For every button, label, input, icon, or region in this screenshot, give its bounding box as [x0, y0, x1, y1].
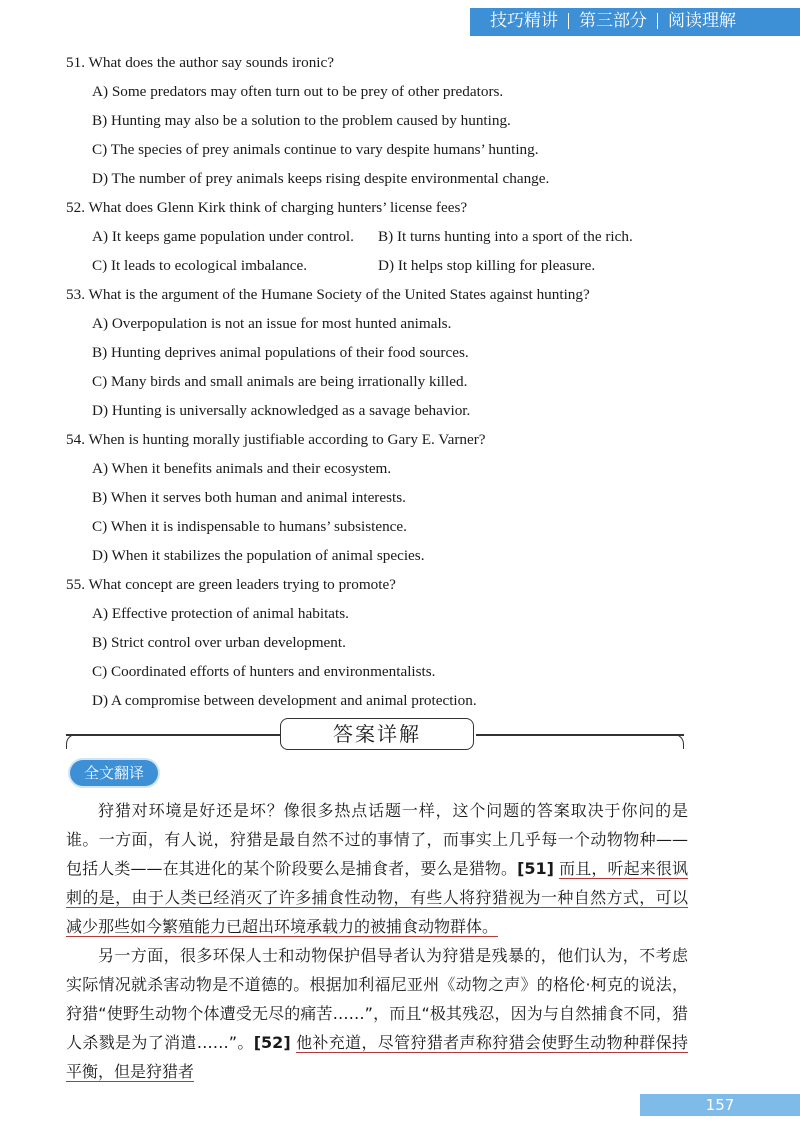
option: C) When it is indispensable to humans’ subsistence.	[92, 518, 407, 535]
option: A) Effective protection of animal habitats.	[92, 605, 349, 622]
option: C) Many birds and small animals are being irrationally killed.	[92, 373, 468, 390]
option: B) Hunting may also be a solution to the problem caused by hunting.	[92, 112, 511, 129]
translation-badge: 全文翻译	[70, 760, 158, 786]
option: A) Overpopulation is not an issue for most hunted animals.	[92, 315, 452, 332]
header-part-2: 第三部分	[579, 11, 647, 31]
option: D) A compromise between development and animal protection.	[92, 692, 477, 709]
option-row	[66, 222, 746, 251]
option: A) It keeps game population under control.	[92, 228, 354, 245]
translation-paragraph-1: 狩猎对环境是好还是坏？像很多热点话题一样，这个问题的答案取决于你问的是谁。一方面，有人说，狩猎是最自然不过的事情了，而事实上几乎每一个动物物种——包括人类——在其进化的某个阶段要么是捕食者，要么是猎物。[51] 而且，听起来很讽刺的是，由于人类已经消灭了许多捕食性动物，有些人将狩猎视为一种自然方式，可以减少那些如今繁殖能力已超出环境承载力的被捕食动物群体。	[66, 801, 688, 936]
question-52: 52. What does Glenn Kirk think of charging hunters’ license fees?	[66, 199, 468, 216]
reference-marker-52: [52]	[253, 1033, 291, 1052]
translation-paragraph-2: 另一方面，很多环保人士和动物保护倡导者认为狩猎是残暴的，他们认为，不考虑实际情况就杀害动物是不道德的。根据加利福尼亚州《动物之声》的格伦·柯克的说法，狩猎“使野生动物个体遭受无尽的痛苦……”，而且“极其残忍，因为与自然捕食不同，猎人杀戮是为了消遣……”。[52] 他补充道，尽管狩猎者声称狩猎会使野生动物种群保持平衡，但是狩猎者	[66, 946, 688, 1081]
option: A) Some predators may often turn out to be prey of other predators.	[92, 83, 504, 100]
translation-text	[66, 796, 688, 1086]
header-part-3: 阅读理解	[668, 11, 736, 31]
header-divider	[657, 13, 658, 29]
divider-line-right	[476, 734, 684, 736]
option: A) When it benefits animals and their ecosystem.	[92, 460, 392, 477]
question-53: 53. What is the argument of the Humane Society of the United States against hunting?	[66, 286, 590, 303]
option: B) It turns hunting into a sport of the rich.	[378, 228, 633, 245]
question-list	[66, 48, 746, 715]
header-divider	[568, 13, 569, 29]
option-row	[66, 251, 746, 280]
option: C) The species of prey animals continue to vary despite humans’ hunting.	[92, 141, 539, 158]
answer-section-divider	[66, 718, 684, 758]
question-55: 55. What concept are green leaders trying to promote?	[66, 576, 396, 593]
underlined-answer-51: 而且，听起来很讽刺的是，由于人类已经消灭了许多捕食性动物，有些人将狩猎视为一种自然方式，可以减少那些如今繁殖能力已超出环境承载力的被捕食动物群体。	[66, 859, 688, 936]
option: B) Hunting deprives animal populations of their food sources.	[92, 344, 469, 361]
option: D) The number of prey animals keeps rising despite environmental change.	[92, 170, 550, 187]
question-54: 54. When is hunting morally justifiable according to Gary E. Varner?	[66, 431, 486, 448]
page-number: 157	[640, 1094, 800, 1116]
option: B) Strict control over urban development.	[92, 634, 346, 651]
divider-curl-right	[673, 734, 684, 749]
option: D) It helps stop killing for pleasure.	[378, 257, 596, 274]
header-part-1: 技巧精讲	[490, 11, 558, 31]
option: D) Hunting is universally acknowledged as a savage behavior.	[92, 402, 471, 419]
divider-line-left	[66, 734, 280, 736]
option: C) Coordinated efforts of hunters and environmentalists.	[92, 663, 436, 680]
option: B) When it serves both human and animal interests.	[92, 489, 406, 506]
divider-curl-left	[66, 734, 77, 749]
question-51: 51. What does the author say sounds ironic?	[66, 54, 334, 71]
option: D) When it stabilizes the population of animal species.	[92, 547, 425, 564]
reference-marker-51: [51]	[517, 859, 554, 878]
header-bar	[470, 8, 800, 34]
option: C) It leads to ecological imbalance.	[92, 257, 308, 274]
underlined-answer-52: 他补充道，尽管狩猎者声称狩猎会使野生动物种群保持平衡，但是狩猎者	[66, 1033, 688, 1081]
section-title: 答案详解	[280, 718, 474, 750]
header-rule	[470, 34, 800, 36]
